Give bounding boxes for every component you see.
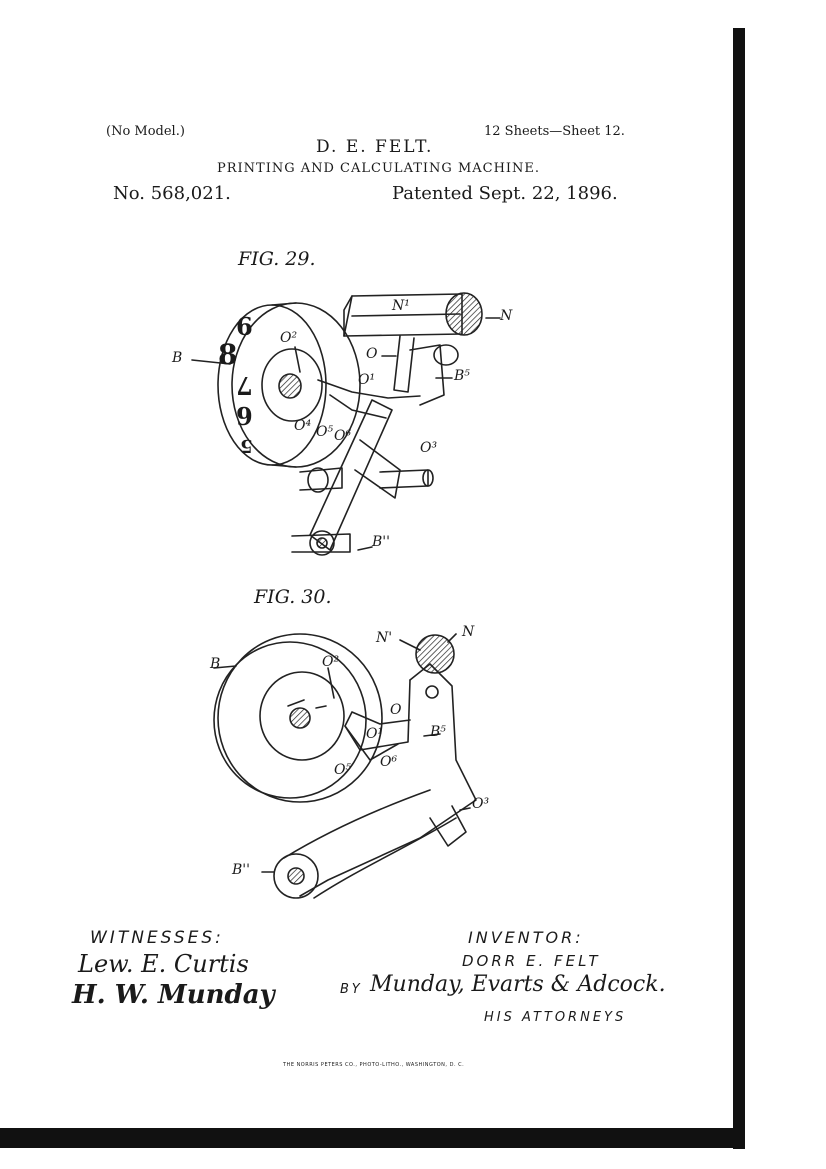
fig29-label-O3: O³ (420, 440, 438, 456)
fig30-label-O6: O⁶ (380, 754, 398, 770)
wheel-digit: 8 (218, 338, 238, 371)
fig30-label-O3: O³ (472, 796, 490, 812)
fig29-label-B11: B'' (372, 534, 390, 550)
witness-1-signature: Lew. E. Curtis (78, 950, 249, 978)
fig30-label-B11: B'' (232, 862, 250, 878)
attorneys-signature: Munday, Evarts & Adcock. (370, 972, 666, 997)
fig29-label-B5: B⁵ (454, 368, 470, 384)
inventor-label: INVENTOR: (468, 928, 584, 947)
fig29-label-O2: O² (280, 330, 298, 346)
patent-date: Patented Sept. 22, 1896. (392, 183, 618, 204)
fig29-title: FIG. 29. (238, 248, 316, 270)
fig30-label-B: B (210, 656, 221, 672)
fig30-label-O5: O⁵ (334, 762, 352, 778)
fig30-label-N1: N' (376, 630, 393, 646)
fig29-label-O4: O⁴ (294, 418, 312, 434)
by-label: BY (340, 982, 363, 997)
wheel-digit: 9 (236, 311, 253, 340)
wheel-digit: 5 (240, 435, 253, 456)
fig30-label-O2: O² (322, 654, 340, 670)
wheel-digit: 6 (236, 401, 253, 430)
patent-title: PRINTING AND CALCULATING MACHINE. (217, 161, 541, 176)
fig29-label-N: N (500, 308, 513, 324)
fig29-wheel-digits (218, 310, 253, 460)
fig29-label-O5: O⁵ (316, 424, 334, 440)
wheel-digit: 7 (236, 371, 253, 400)
fig30-label-O1: O¹ (366, 726, 384, 742)
fig29-label-O1: O¹ (358, 372, 376, 388)
lithographer-credit: THE NORRIS PETERS CO., PHOTO-LITHO., WASHINGTON, D. C. (283, 1062, 465, 1068)
fig29-label-O: O (366, 346, 378, 362)
fig29-label-B: B (172, 350, 183, 366)
fig30-title: FIG. 30. (254, 586, 332, 608)
fig30-label-O: O (390, 702, 402, 718)
inventor-name: D. E. FELT. (316, 137, 434, 157)
fig30-label-B5: B⁵ (430, 724, 446, 740)
sheet-count: 12 Sheets—Sheet 12. (484, 124, 625, 139)
model-note: (No Model.) (106, 124, 185, 139)
fig30-label-N: N (462, 624, 475, 640)
attorneys-label: HIS ATTORNEYS (484, 1010, 627, 1025)
patent-number: No. 568,021. (113, 183, 231, 204)
inventor-signature: DORR E. FELT (462, 952, 601, 970)
fig29-label-N1: N¹ (392, 298, 410, 314)
fig29-label-O6: O⁶ (334, 428, 352, 444)
witnesses-label: WITNESSES: (90, 928, 224, 948)
witness-2-signature: H. W. Munday (72, 980, 275, 1010)
